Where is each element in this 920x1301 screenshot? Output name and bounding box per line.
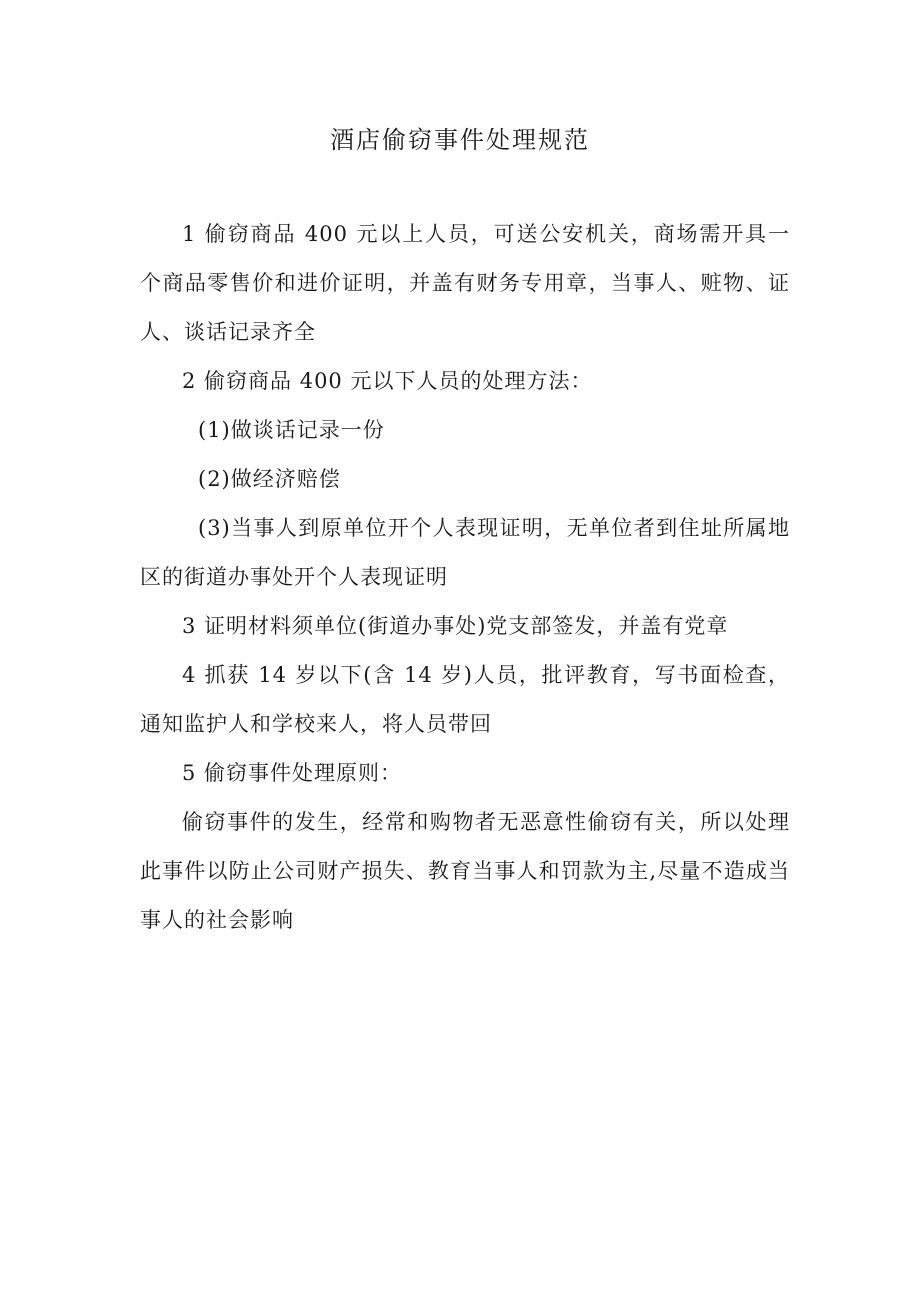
paragraph-4: 4 抓获 14 岁以下(含 14 岁)人员，批评教育，写书面检查，通知监护人和学校来人，将人员带回 [140, 663, 790, 736]
document-body [140, 210, 790, 945]
paragraph-3: 3 证明材料须单位(街道办事处)党支部签发，并盖有党章 [182, 614, 729, 638]
paragraph-1: 1 偷窃商品 400 元以上人员，可送公安机关，商场需开具一个商品零售价和进价证明，并盖有财务专用章，当事人、赃物、证人、谈话记录齐全 [140, 222, 790, 344]
sub-item-2: (2)做经济赔偿 [198, 467, 341, 491]
paragraph-2: 2 偷窃商品 400 元以下人员的处理方法： [182, 369, 593, 393]
paragraph-5: 5 偷窃事件处理原则： [182, 761, 403, 785]
sub-item-1: (1)做谈话记录一份 [198, 418, 385, 442]
document-title: 酒店偷窃事件处理规范 [330, 126, 590, 154]
sub-item-3: (3)当事人到原单位开个人表现证明，无单位者到住址所属地区的街道办事处开个人表现证明 [140, 516, 790, 589]
paragraph-6: 偷窃事件的发生，经常和购物者无恶意性偷窃有关，所以处理此事件以防止公司财产损失、教育当事人和罚款为主,尽量不造成当事人的社会影响 [140, 810, 790, 932]
